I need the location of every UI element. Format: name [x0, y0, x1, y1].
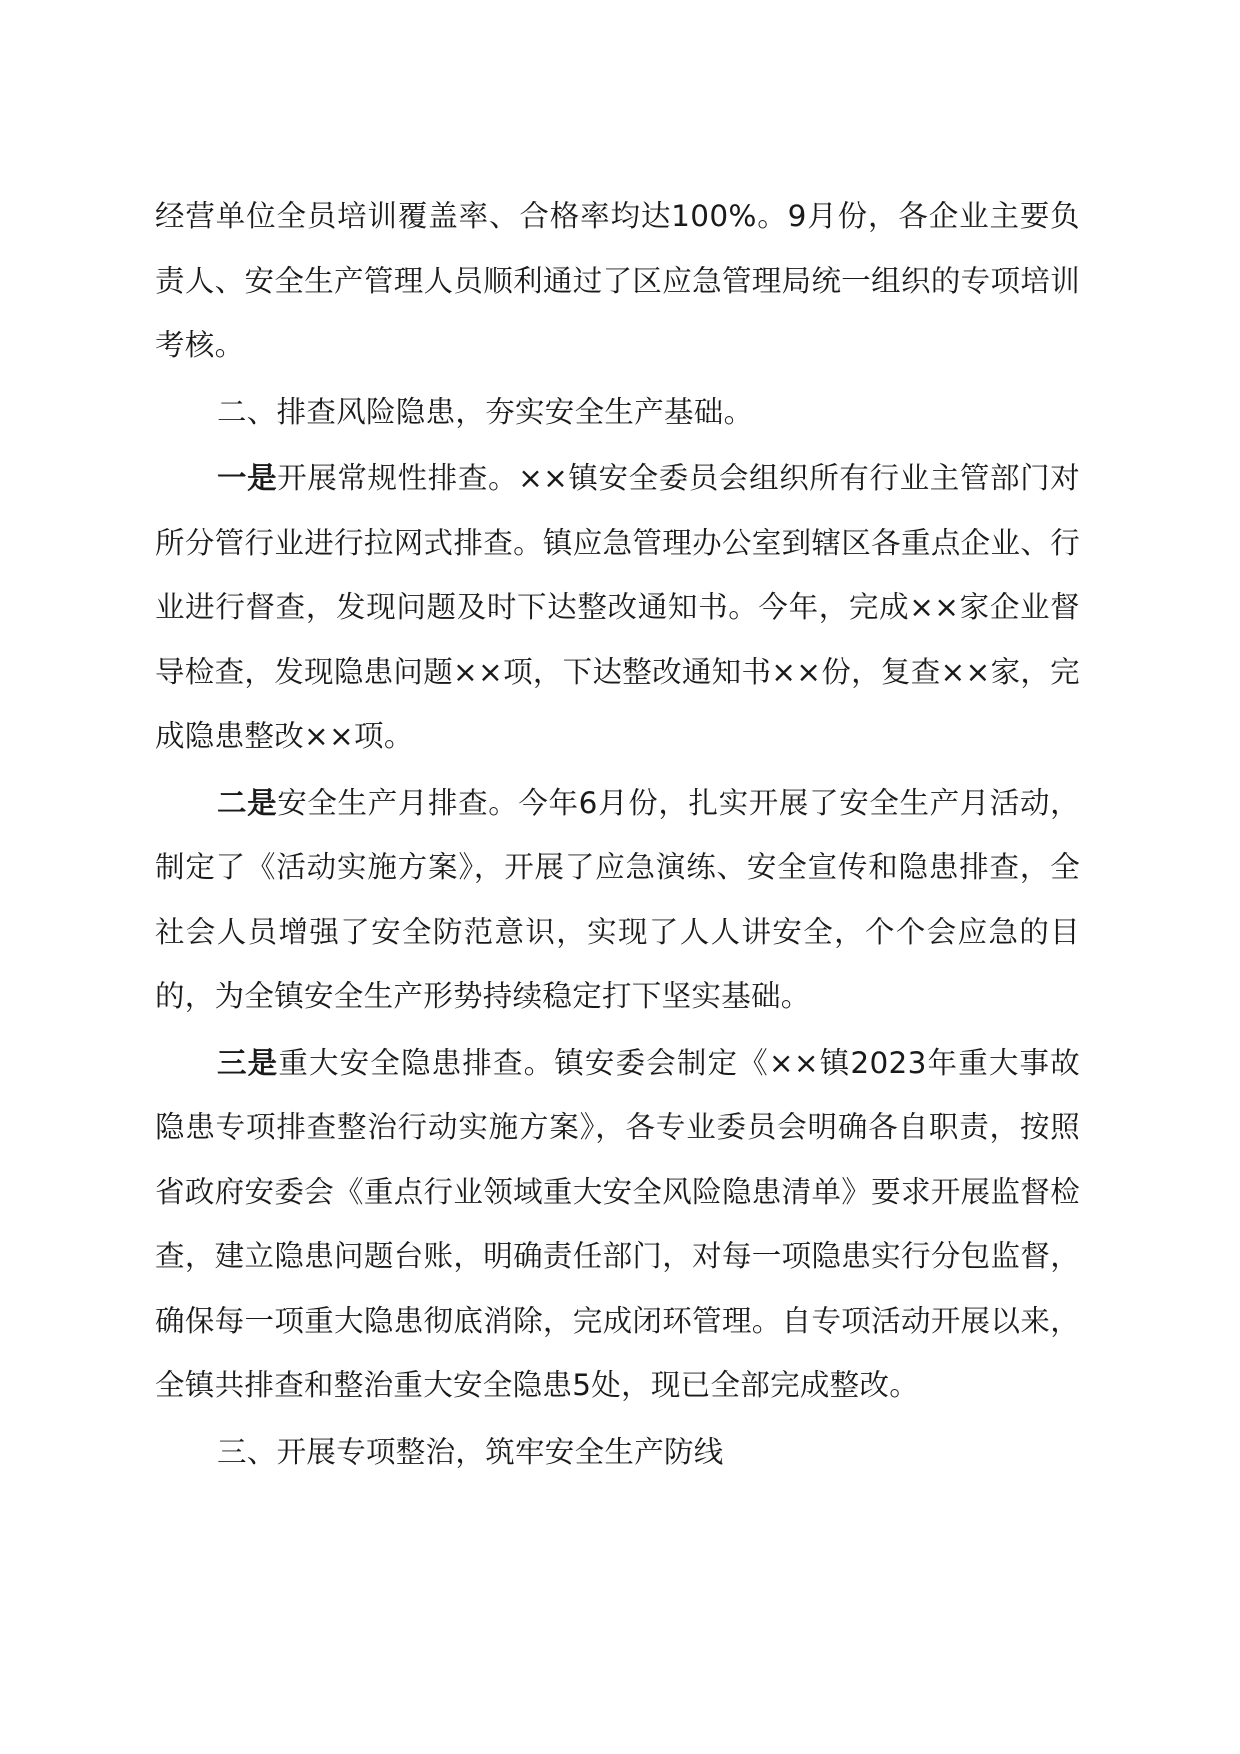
paragraph-training-coverage	[155, 184, 1080, 378]
section-heading-special-rectification	[155, 1420, 1080, 1485]
paragraph-major-hazard	[155, 1031, 1080, 1418]
section-heading-text: 二、排查风险隐患，夯实安全生产基础。	[217, 394, 754, 429]
paragraph-lead: 二是	[217, 785, 278, 820]
paragraph-lead: 一是	[217, 461, 278, 495]
section-heading-text: 三、开展专项整治，筑牢安全生产防线	[217, 1434, 724, 1469]
paragraph-text: 安全生产月排查。今年6月份，扎实开展了安全生产月活动，制定了《活动实施方案》，开展了应急演练、安全宣传和隐患排查，全社会人员增强了安全防范意识，实现了人人讲安全，个个会应急的目的，为全镇安全生产形势持续稳定打下坚实基础。	[155, 785, 1080, 1013]
paragraph-text: 经营单位全员培训覆盖率、合格率均达100%。9月份，各企业主要负责人、安全生产管理人员顺利通过了区应急管理局统一组织的专项培训考核。	[155, 199, 1080, 362]
paragraph-safety-month	[155, 771, 1080, 1029]
paragraph-text: 重大安全隐患排查。镇安委会制定《××镇2023年重大事故隐患专项排查整治行动实施方案》，各专业委员会明确各自职责，按照省政府安委会《重点行业领域重大安全风险隐患清单》要求开展监督检查，建立隐患问题台账，明确责任部门，对每一项隐患实行分包监督，确保每一项重大隐患彻底消除，完成闭环管理。自专项活动开展以来，全镇共排查和整治重大安全隐患5处，现已全部完成整改。	[155, 1045, 1080, 1402]
document-body	[155, 184, 1080, 1484]
paragraph-lead: 三是	[217, 1045, 279, 1080]
section-heading-risk-inspection	[155, 380, 1080, 445]
paragraph-text: 开展常规性排查。××镇安全委员会组织所有行业主管部门对所分管行业进行拉网式排查。镇应急管理办公室到辖区各重点企业、行业进行督查，发现问题及时下达整改通知书。今年，完成××家企业督导检查，发现隐患问题××项，下达整改通知书××份，复查××家，完成隐患整改××项。	[155, 461, 1080, 753]
paragraph-routine-inspection	[155, 446, 1080, 769]
